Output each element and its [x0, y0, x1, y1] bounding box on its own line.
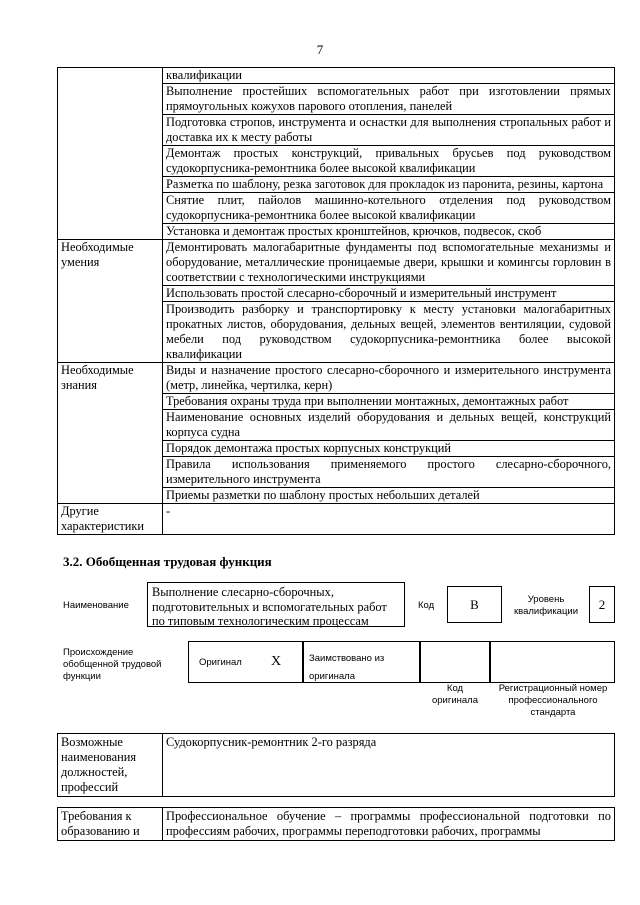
positions-label: Возможные наименования должностей, профессий	[58, 734, 163, 797]
borrowed-cell	[303, 641, 420, 683]
table-row	[58, 68, 615, 84]
original-mark: X	[271, 654, 282, 669]
list-item: Приемы разметки по шаблону простых небольших деталей	[163, 488, 615, 504]
list-item: Подготовка стропов, инструмента и оснастки для выполнения стропальных работ и доставка их к месту работы	[163, 115, 615, 146]
row-label: Необходимые знания	[58, 363, 163, 504]
list-item: Виды и назначение простого слесарно-сборочного и измерительного инструмента (метр, линейка, чертилка, керн)	[163, 363, 615, 394]
table-row	[58, 808, 615, 841]
list-item: Демонтаж простых конструкций, привальных брусьев под руководством судокорпусника-ремонтника более высокой квалификации	[163, 146, 615, 177]
list-item: Требования охраны труда при выполнении монтажных, демонтажных работ	[163, 394, 615, 410]
reg-number-caption: Регистрационный номер профессионального стандарта	[498, 683, 608, 718]
list-item: Установка и демонтаж простых кронштейнов, крючков, подвесок, скоб	[163, 224, 615, 240]
list-item: Использовать простой слесарно-сборочный и измерительный инструмент	[163, 286, 615, 302]
education-table	[57, 807, 615, 841]
list-item: Производить разборку и транспортировку к месту установки малогабаритных прокатных листов, оборудования, дельных вещей, элементов вентиляции, судовой мебели под руководством судокорпусника-ремонтника более высокой квалификации	[163, 302, 615, 363]
table-row	[58, 734, 615, 797]
education-value: Профессиональное обучение – программы профессиональной подготовки по профессиям рабочих, программы переподготовки рабочих, программы	[163, 808, 615, 841]
positions-value: Судокорпусник-ремонтник 2-го разряда	[163, 734, 615, 797]
original-label: Оригинал	[199, 657, 242, 668]
code-label: Код	[418, 600, 435, 611]
row-label	[58, 68, 163, 240]
borrowed-label: Заимствовано из оригинала	[309, 653, 385, 682]
code-original-caption: Код оригинала	[431, 683, 478, 706]
list-item: Правила использования применяемого простого слесарно-сборочного, измерительного инструмента	[163, 457, 615, 488]
table-row	[58, 240, 615, 286]
page-number: 7	[316, 42, 324, 57]
level-label: Уровень квалификации	[513, 594, 579, 617]
table-row	[58, 363, 615, 394]
reg-number-cell	[490, 641, 615, 683]
table-row	[58, 504, 615, 535]
education-label: Требования к образованию и	[58, 808, 163, 841]
name-label: Наименование	[63, 600, 129, 611]
list-item: -	[163, 504, 615, 535]
list-item: Выполнение простейших вспомогательных работ при изготовлении прямых прямоугольных кожухов парового отопления, панелей	[163, 84, 615, 115]
original-cell	[188, 641, 303, 683]
positions-table	[57, 733, 615, 797]
list-item: Снятие плит, пайолов машинно-котельного отделения под руководством судокорпусника-ремонтника более высокой квалификации	[163, 193, 615, 224]
list-item: Демонтировать малогабаритные фундаменты под вспомогательные механизмы и оборудование, металлические проницаемые двери, крышки и комингсы горловин в соответствии с технологическими инструкциями	[163, 240, 615, 286]
list-item: Разметка по шаблону, резка заготовок для прокладок из паронита, резины, картона	[163, 177, 615, 193]
function-name-value: Выполнение слесарно-сборочных, подготовительных и вспомогательных работ по типовым технологическим процессам	[147, 582, 405, 627]
origin-label: Происхождение обобщенной трудовой функции	[63, 647, 162, 682]
section-title: 3.2. Обобщенная трудовая функция	[63, 554, 272, 569]
level-value: 2	[589, 586, 615, 623]
skills-table	[57, 67, 615, 535]
list-item: Порядок демонтажа простых корпусных конструкций	[163, 441, 615, 457]
list-item: Наименование основных изделий оборудования и дельных вещей, конструкций корпуса судна	[163, 410, 615, 441]
row-label: Другие характеристики	[58, 504, 163, 535]
code-original-cell	[420, 641, 490, 683]
row-label: Необходимые умения	[58, 240, 163, 363]
code-value: В	[447, 586, 502, 623]
list-item: квалификации	[163, 68, 615, 84]
